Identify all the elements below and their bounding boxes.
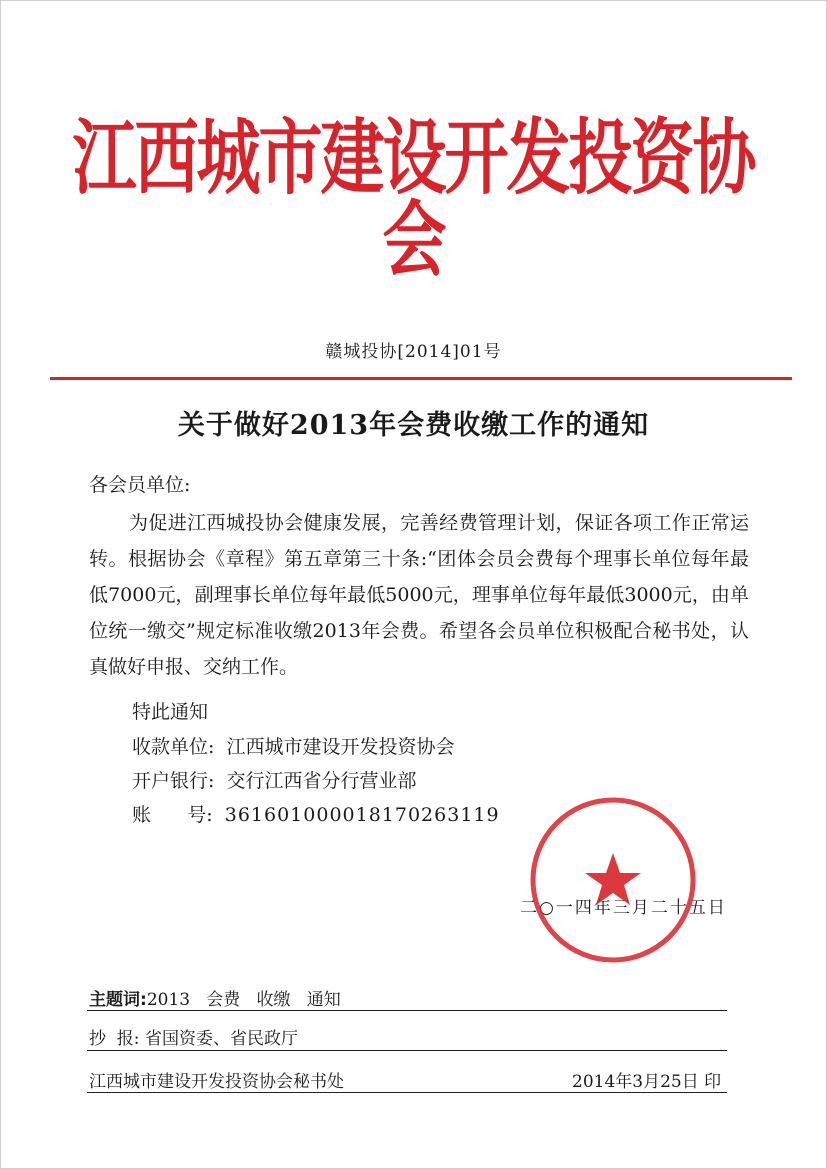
issuer: 江西城市建设开发投资协会秘书处 bbox=[89, 1072, 344, 1092]
account-value: 361601000018170263119 bbox=[224, 804, 500, 826]
footer-divider bbox=[87, 1092, 727, 1093]
document-number: 赣城投协[2014]01号 bbox=[325, 342, 502, 362]
keywords-label: 主题词: bbox=[89, 990, 147, 1010]
bank-label: 开户银行: bbox=[132, 770, 215, 792]
account-row bbox=[132, 800, 500, 827]
notice-title: 关于做好2013年会费收缴工作的通知 bbox=[177, 410, 650, 441]
keywords-value: 2013 会费 收缴 通知 bbox=[146, 990, 341, 1010]
issue-date: 二○一四年三月二十五日 bbox=[520, 898, 727, 918]
footer-divider bbox=[87, 1050, 727, 1051]
red-divider bbox=[50, 377, 792, 380]
account-label: 账 号: bbox=[132, 804, 213, 826]
letterhead-title: 江西城市建设开发投资协会 bbox=[72, 111, 755, 289]
bank-row bbox=[132, 766, 417, 793]
payee-row bbox=[132, 732, 455, 759]
cc-row bbox=[89, 1024, 298, 1049]
official-seal-stamp bbox=[528, 795, 698, 965]
closing-line: 特此通知 bbox=[132, 701, 209, 723]
salutation: 各会员单位: bbox=[89, 474, 191, 496]
bank-value: 交行江西省分行营业部 bbox=[226, 770, 417, 792]
payee-label: 收款单位: bbox=[132, 736, 215, 758]
body-paragraph: 为促进江西城投协会健康发展，完善经费管理计划，保证各项工作正常运转。根据协会《章程》第五章第三十条:“团体会员会费每个理事长单位每年最低7000元，副理事长单位每年最低5000元，理事单位每年最低3000元，由单位统一缴交”规定标准收缴2013年会费。希望各会员单位积极配合秘书处，认真做好申报、交纳工作。 bbox=[89, 512, 749, 678]
cc-value: 省国资委、省民政厅 bbox=[144, 1029, 298, 1049]
print-date: 2014年3月25日 印 bbox=[572, 1072, 722, 1092]
footer-divider bbox=[87, 1010, 727, 1011]
cc-label: 抄 报: bbox=[89, 1029, 140, 1049]
payee-value: 江西城市建设开发投资协会 bbox=[226, 736, 455, 758]
keywords-row bbox=[89, 985, 341, 1010]
